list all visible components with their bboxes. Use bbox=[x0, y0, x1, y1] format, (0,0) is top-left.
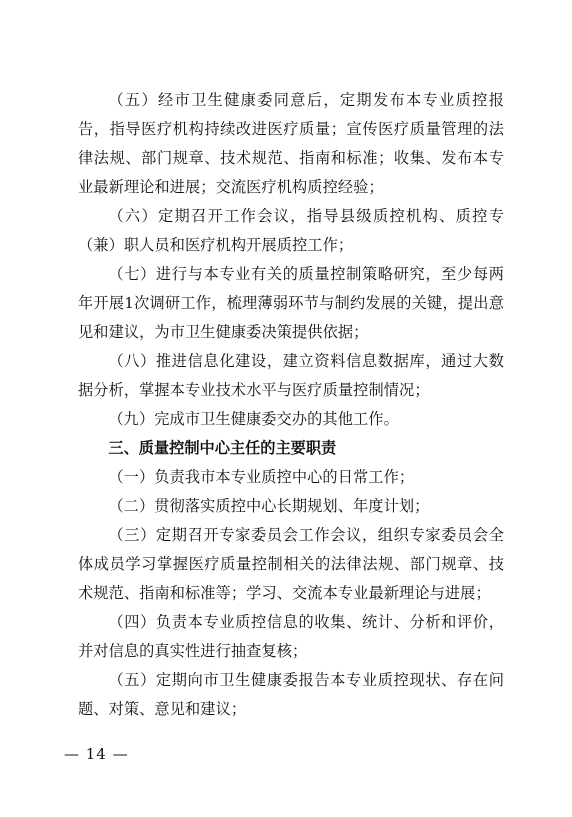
section-paragraph-1: （一）负责我市本专业质控中心的日常工作； bbox=[108, 468, 415, 486]
document-body bbox=[78, 86, 504, 724]
paragraph-8: （八）推进信息化建设，建立资料信息数据库，通过大数据分析，掌握本专业技术水平与医疗质量控制情况； bbox=[78, 352, 504, 399]
paragraph-9: （九）完成市卫生健康委交办的其他工作。 bbox=[108, 410, 399, 428]
paragraph-7: （七）进行与本专业有关的质量控制策略研究，至少每两年开展1次调研工作，梳理薄弱环节与制约发展的关键，提出意见和建议，为市卫生健康委决策提供依据； bbox=[78, 265, 504, 341]
paragraph-6: （六）定期召开工作会议，指导县级质控机构、质控专（兼）职人员和医疗机构开展质控工作； bbox=[78, 207, 504, 254]
page-number: — 14 — bbox=[64, 745, 129, 763]
section-heading: 三、质量控制中心主任的主要职责 bbox=[108, 439, 337, 457]
section-paragraph-5: （五）定期向市卫生健康委报告本专业质控现状、存在问题、对策、意见和建议； bbox=[78, 671, 504, 718]
section-paragraph-2: （二）贯彻落实质控中心长期规划、年度计划； bbox=[108, 497, 430, 515]
paragraph-5: （五）经市卫生健康委同意后，定期发布本专业质控报告，指导医疗机构持续改进医疗质量；宣传医疗质量管理的法律法规、部门规章、技术规范、指南和标准；收集、发布本专业最新理论和进展；交流医疗机构质控经验； bbox=[78, 91, 504, 196]
section-paragraph-4: （四）负责本专业质控信息的收集、统计、分析和评价，并对信息的真实性进行抽查复核； bbox=[78, 613, 504, 660]
section-paragraph-3: （三）定期召开专家委员会工作会议，组织专家委员会全体成员学习掌握医疗质量控制相关的法律法规、部门规章、技术规范、指南和标准等；学习、交流本专业最新理论与进展； bbox=[78, 526, 504, 602]
